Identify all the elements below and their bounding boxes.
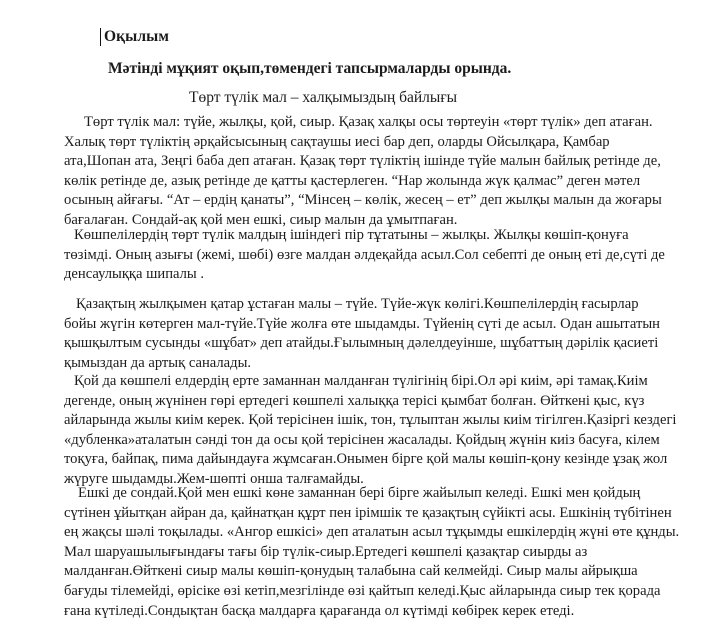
text-line: жүруге шыдамды.Жем-шөпті онша талғамайды. (64, 470, 364, 487)
text-line: осының айғағы. “Ат – ердің қанаты”, “Мінсең – көлік, жесең – ет” деп жылқы малын да жоғары (64, 192, 662, 209)
text-title: Төрт түлік мал – халқымыздың байлығы (189, 89, 458, 106)
task-instruction: Мәтінді мұқият оқып,төмендегі тапсырмаларды орында. (108, 60, 512, 77)
paragraph-4 (64, 372, 714, 490)
text-line: малданған.Өйткені сиыр малы көшіп-қонудың талабына сай келмейді. Сиыр малы айрықша (64, 563, 638, 580)
text-line: Көшпелілердің төрт түлік малдың ішіндегі пір тұтатыны – жылқы. Жылқы көшіп-қонуға (74, 227, 629, 243)
text-line: Қой да көшпелі елдердің ерте заманнан малданған түлігінің бірі.Ол әрі киім, әрі тамақ.Киім (74, 373, 648, 389)
text-line: «дубленка»аталатын сәнді тон да осы қой терісінен жасалады. Қойдың жүнін киіз басуға, кілем (64, 431, 660, 448)
text-line: денсаулыққа шипалы . (64, 266, 205, 283)
text-line: бағуды тілемейді, өрісіке өзі кетіп,мезгілінде өзі қайтып келеді.Қыс айларында сиыр тек қорада (64, 582, 661, 599)
text-line: ғана күтіледі.Сондықтан басқа малдарға қарағанда ол күтімді көбірек керек етеді. (64, 602, 575, 619)
text-line: бойы жүгін көтерген мал-түйе.Түйе жолға өте шыдамды. Түйенің сүті де асыл. Одан ашытатын (64, 315, 660, 332)
text-line: Төрт түлік мал: түйе, жылқы, қой, сиыр. Қазақ халқы осы төртеуін «төрт түлік» деп атаған. (84, 114, 653, 130)
text-line: қымыздан да артық саналады. (64, 354, 252, 371)
paragraph-5 (64, 484, 714, 621)
text-line: Қазақтың жылқымен қатар ұстаған малы – түйе. Түйе-жүк көлігі.Көшпелілердің ғасырлар (76, 296, 639, 312)
paragraph-2 (64, 226, 714, 285)
text-line: Мал шаруашылығындағы тағы бір түлік-сиыр.Ертедегі көшпелі қазақтар сиырды аз (64, 543, 588, 560)
text-line: тоқуға, байпақ, пима дайындауға жұмсаған.Онымен бірге қой малы көшіп-қону кезінде ұзақ жол (64, 451, 668, 468)
text-line: Ешкі де сондай.Қой мен ешкі көне заманнан бері бірге жайылып келеді. Ешкі мен қойдың (78, 485, 641, 501)
text-line: ең жақсы шәлі тоқылады. «Ангор ешкісі» деп аталатын асыл тұқымды ешкілердің жүні өте құнды. (64, 524, 680, 541)
text-line: төзімді. Оның азығы (жемі, шөбі) өзге малдан әлдеқайда асыл.Сол себепті де оның еті де,сүті де (64, 246, 665, 263)
text-line: сүтінен ұйытқан айран да, қайнатқан құрт пен ірімшік те қазақтың сүйікті асы. Ешкінің түбітінен (64, 504, 672, 521)
text-line: дегенде, оның жүнінен гөрі ертедегі көшпелі халыққа терісі қымбат болған. Өйткені қыс, күз (64, 392, 645, 409)
text-line: айларында жылы киім керек. Қой терісінен ішік, тон, тұлыптан жылы киім тігілген.Қазіргі кездегі (64, 412, 677, 429)
text-line: бағалаған. Сондай-ақ қой мен ешкі, сиыр малын да ұмытпаған. (64, 211, 458, 228)
paragraph-1 (64, 113, 714, 231)
text-line: көлік ретінде де, азық ретінде де қатты қастерлеген. “Нар жолында жүк қалмас” деген мәтел (64, 172, 641, 189)
text-line: ата,Шопан ата, Зеңгі баба деп атаған. Қазақ төрт түліктің ішінде түйе малын байлық ретінде де, (64, 153, 661, 170)
section-heading: Оқылым (100, 28, 169, 46)
text-line: қышқылтым сусынды «шұбат» деп атайды.Ғылымның дәлелдеуінше, шұбаттың дәрілік қасиеті (64, 335, 659, 352)
paragraph-3 (64, 295, 714, 373)
text-line: Халық төрт түліктің әрқайсысының сақтаушы иесі бар деп, оларды Ойсылқара, Қамбар (64, 133, 610, 150)
